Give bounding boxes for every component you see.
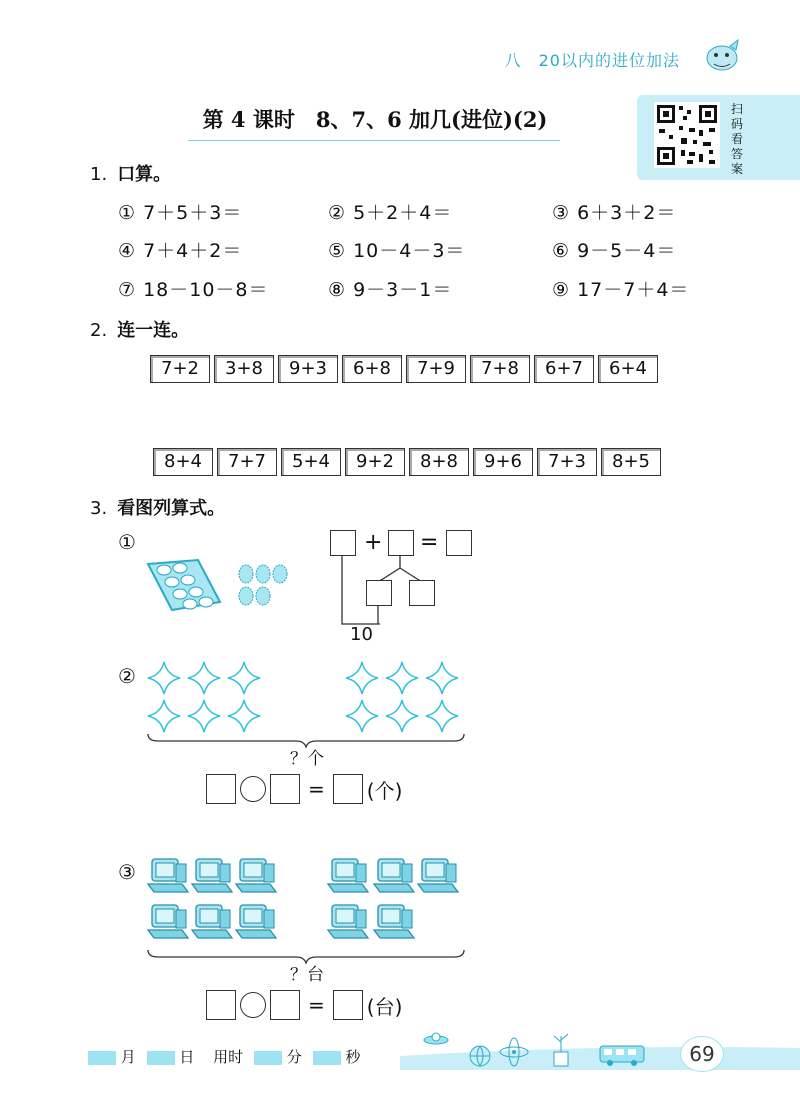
q1-item: ⑥ 9－5－4＝ — [552, 240, 677, 262]
q1-label: 口算。 — [117, 164, 172, 185]
split-box[interactable] — [409, 580, 435, 606]
q2-top-row — [150, 355, 658, 383]
match-card-bottom[interactable]: 8+5 — [601, 448, 661, 476]
answer-box[interactable] — [270, 774, 300, 804]
bus-icon — [600, 1046, 644, 1066]
computer-icon — [148, 859, 458, 938]
time-record — [88, 1046, 360, 1067]
scan-char: 码 — [730, 117, 743, 131]
unit-label: (台) — [366, 994, 403, 1019]
q3-label: 看图列算式。 — [117, 498, 226, 519]
answer-box[interactable] — [446, 530, 472, 556]
day-label: 日 — [179, 1048, 195, 1066]
match-card-top[interactable]: 6+8 — [342, 355, 402, 383]
equals-sign: = — [420, 530, 439, 555]
star-icon — [148, 662, 458, 732]
plus-sign: + — [364, 530, 383, 555]
blank-highlight[interactable] — [254, 1051, 282, 1065]
q1-title — [90, 160, 171, 186]
match-card-bottom[interactable]: 9+2 — [345, 448, 405, 476]
match-card-bottom[interactable]: 8+8 — [409, 448, 469, 476]
blank-highlight[interactable] — [88, 1051, 116, 1065]
q2-title — [90, 316, 189, 342]
match-card-bottom[interactable]: 7+7 — [217, 448, 277, 476]
q1-item: ③ 6＋3＋2＝ — [552, 202, 677, 224]
q1-item: ① 7＋5＋3＝ — [118, 202, 243, 224]
q3-part3-marker: ③ — [118, 860, 136, 884]
q3-number: 3. — [90, 498, 108, 519]
answer-box[interactable] — [330, 530, 356, 556]
blank-highlight[interactable] — [147, 1051, 175, 1065]
answer-box[interactable] — [206, 774, 236, 804]
ufo-icon — [424, 1033, 448, 1044]
match-card-top[interactable]: 6+7 — [534, 355, 594, 383]
match-card-bottom[interactable]: 5+4 — [281, 448, 341, 476]
match-card-top[interactable]: 7+2 — [150, 355, 210, 383]
time-used-label: 用时 — [213, 1048, 244, 1066]
q1-number: 1. — [90, 164, 108, 185]
equals-sign: = — [308, 993, 325, 1017]
month-label: 月 — [120, 1048, 136, 1066]
match-card-top[interactable]: 3+8 — [214, 355, 274, 383]
minute-label: 分 — [286, 1048, 302, 1066]
q2-label: 连一连。 — [117, 320, 190, 341]
q1-item: ⑨ 17－7＋4＝ — [552, 279, 690, 301]
chapter-heading: 八 20以内的进位加法 — [504, 51, 680, 70]
q1-item: ④ 7＋4＋2＝ — [118, 240, 243, 262]
mascot-icon — [700, 36, 746, 76]
split-box[interactable] — [366, 580, 392, 606]
answer-box[interactable] — [388, 530, 414, 556]
scan-char: 案 — [730, 162, 743, 176]
q3-part2-equation — [206, 774, 402, 804]
scan-char: 看 — [730, 132, 743, 146]
match-card-top[interactable]: 7+9 — [406, 355, 466, 383]
eggs-icon — [236, 562, 292, 608]
brace-label: ？台 — [290, 965, 324, 985]
q1-item: ⑦ 18－10－8＝ — [118, 279, 269, 301]
q3-part2-marker: ② — [118, 664, 136, 688]
plant-icon — [554, 1034, 568, 1066]
match-card-top[interactable]: 6+4 — [598, 355, 658, 383]
q1-item: ⑤ 10－4－3＝ — [328, 240, 466, 262]
atom-icon — [500, 1038, 528, 1066]
scan-for-answers-label — [728, 102, 746, 177]
answer-box[interactable] — [206, 990, 236, 1020]
match-card-top[interactable]: 7+8 — [470, 355, 530, 383]
egg-tray-icon — [146, 556, 222, 614]
lesson-title: 第 4 课时 8、7、6 加几(进位)(2) — [202, 107, 548, 132]
match-card-bottom[interactable]: 9+6 — [473, 448, 533, 476]
page-number: 69 — [680, 1036, 724, 1072]
unit-label: (个) — [366, 778, 403, 803]
scan-char: 扫 — [730, 102, 743, 116]
q2-number: 2. — [90, 320, 108, 341]
match-card-bottom[interactable]: 8+4 — [153, 448, 213, 476]
match-card-top[interactable]: 9+3 — [278, 355, 338, 383]
stars-illustration — [146, 660, 466, 736]
brace-label: ？个 — [290, 749, 324, 769]
globe-icon — [470, 1046, 490, 1066]
answer-box[interactable] — [333, 774, 363, 804]
operator-circle[interactable] — [240, 776, 266, 802]
q1-item: ⑧ 9－3－1＝ — [328, 279, 453, 301]
operator-circle[interactable] — [240, 992, 266, 1018]
title-underline — [188, 140, 560, 141]
q1-item: ② 5＋2＋4＝ — [328, 202, 453, 224]
blank-highlight[interactable] — [313, 1051, 341, 1065]
match-card-bottom[interactable]: 7+3 — [537, 448, 597, 476]
q2-bottom-row — [153, 448, 661, 476]
q3-title — [90, 494, 225, 520]
answer-box[interactable] — [333, 990, 363, 1020]
answer-box[interactable] — [270, 990, 300, 1020]
qr-code-icon[interactable] — [654, 102, 720, 168]
q3-part3-equation — [206, 990, 402, 1020]
scan-char: 答 — [730, 147, 743, 161]
decoration-icons — [420, 1030, 670, 1070]
computers-illustration — [146, 854, 466, 950]
equals-sign: = — [308, 777, 325, 801]
second-label: 秒 — [345, 1048, 361, 1066]
ten-label: 10 — [350, 624, 373, 645]
q3-part1-marker: ① — [118, 530, 136, 554]
